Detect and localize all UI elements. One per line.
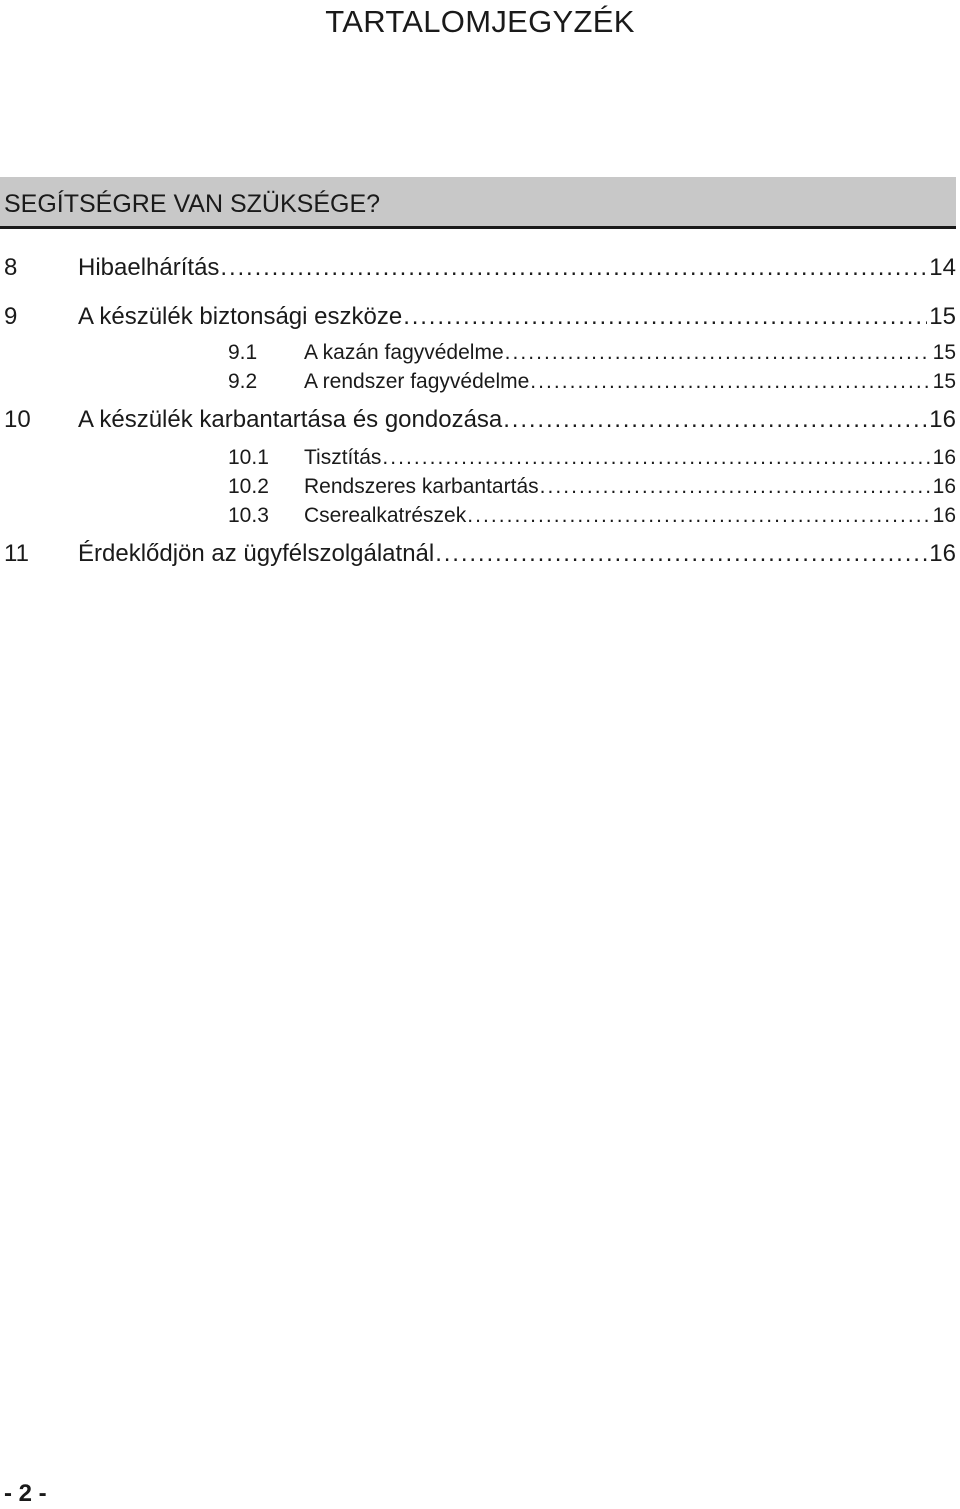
toc-entry-title: Tisztítás	[304, 446, 382, 469]
toc-entry-number: 9.1	[228, 341, 258, 364]
toc-entry-title: A rendszer fagyvédelme	[304, 370, 530, 393]
toc-entry-page: 16	[932, 504, 956, 527]
toc-entry-page: 14	[929, 254, 956, 281]
toc-leader-dots	[467, 503, 930, 529]
toc-entry-number: 9.2	[228, 370, 258, 393]
toc-leader-dots	[530, 369, 930, 395]
section-title: SEGÍTSÉGRE VAN SZÜKSÉGE?	[4, 190, 381, 218]
toc-leader-dots	[220, 253, 927, 283]
toc-entry-8[interactable]	[0, 253, 956, 283]
toc-entry-number: 10.2	[228, 475, 269, 498]
toc-entry-page: 15	[932, 370, 956, 393]
toc-leader-dots	[505, 340, 931, 366]
toc-entry-9-1[interactable]	[0, 340, 956, 366]
page-title: TARTALOMJEGYZÉK	[325, 4, 635, 39]
page-number: - 2 -	[4, 1480, 47, 1507]
toc-entry-number: 10.3	[228, 504, 269, 527]
toc-entry-page: 15	[932, 341, 956, 364]
toc-entry-title: A készülék karbantartása és gondozása	[78, 406, 503, 433]
toc-leader-dots	[435, 539, 927, 569]
toc-entry-9[interactable]	[0, 302, 956, 332]
toc-entry-title: A készülék biztonsági eszköze	[78, 303, 403, 330]
toc-entry-number: 8	[4, 254, 18, 281]
toc-entry-title: Rendszeres karbantartás	[304, 475, 539, 498]
toc-entry-number: 9	[4, 303, 18, 330]
toc-entry-11[interactable]	[0, 539, 956, 569]
toc-entry-10[interactable]	[0, 405, 956, 435]
toc-entry-10-2[interactable]	[0, 474, 956, 500]
toc-entry-number: 10	[4, 406, 31, 433]
toc-leader-dots	[403, 302, 927, 332]
toc-entry-title: A kazán fagyvédelme	[304, 341, 504, 364]
toc-entry-title: Hibaelhárítás	[78, 254, 220, 281]
toc-leader-dots	[503, 405, 927, 435]
toc-entry-page: 16	[929, 540, 956, 567]
toc-entry-page: 16	[932, 446, 956, 469]
toc-entry-10-3[interactable]	[0, 503, 956, 529]
toc-entry-number: 10.1	[228, 446, 269, 469]
toc-leader-dots	[382, 445, 930, 471]
toc-entry-title: Cserealkatrészek	[304, 504, 467, 527]
toc-entry-page: 16	[929, 406, 956, 433]
toc-entry-title: Érdeklődjön az ügyfélszolgálatnál	[78, 540, 435, 567]
toc-leader-dots	[540, 474, 931, 500]
section-header-bar	[0, 177, 956, 229]
toc-entry-page: 16	[932, 475, 956, 498]
toc-entry-page: 15	[929, 303, 956, 330]
toc-entry-number: 11	[4, 540, 29, 567]
toc-entry-9-2[interactable]	[0, 369, 956, 395]
toc-entry-10-1[interactable]	[0, 445, 956, 471]
